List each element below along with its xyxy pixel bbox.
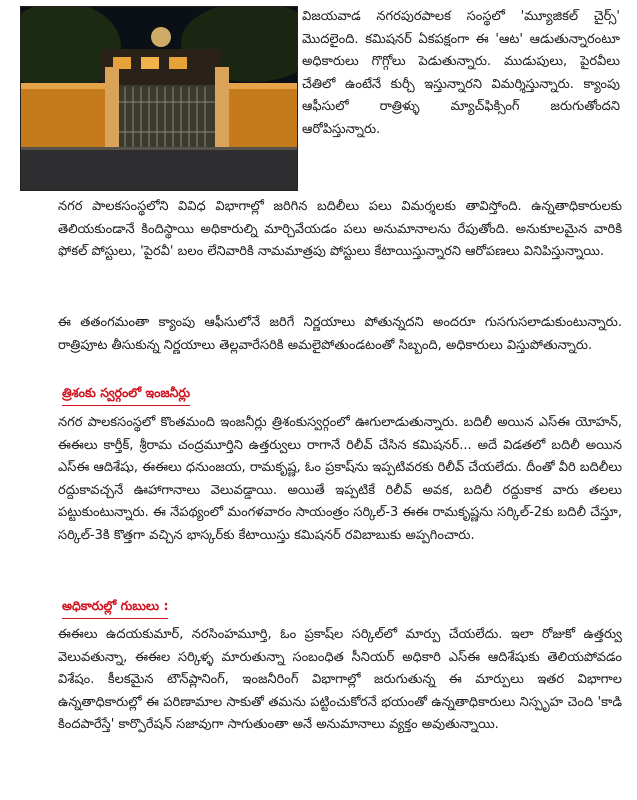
paragraph-2: నగర పాలకసంస్థలోని వివిధ విభాగాల్లో జరిగిన బదిలీలు పలు విమర్శలకు తావిస్తోంది. ఉన్నతాధికారులకు తెలియకుండానే కిందిస్థాయి అధికారుల్ని మార్చివేయడం పలు అనుమానాలను రేపుతోంది. అనుకూలమైన వారికి ఫోకల్ పోస్టులు, 'పైరవీ' బలం లేనివారికి నామమాత్రపు పోస్టులు కేటాయిస్తున్నారని ఆరోపణలు వినిపిస్తున్నాయి. xyxy=(58,199,622,260)
article-paragraph-4 xyxy=(58,412,622,548)
article-intro-paragraph xyxy=(302,6,620,142)
paragraph-3: ఈ తతంగమంతా క్యాంపు ఆఫీసులోనే జరిగే నిర్ణయాలు పోతున్నదని అందరూ గుసగుసలాడుకుంటున్నారు. రాత్రిపూట తీసుకున్న నిర్ణయాలు తెల్లవారేసరికి అమలైపోతుండటంతో సిబ్బంది, అధికారులు విస్తుపోతున్నారు. xyxy=(58,315,622,353)
article-paragraph-3 xyxy=(58,312,622,357)
night-building-gate-photo xyxy=(20,6,298,191)
subheading-officials-anxiety: అధికారుల్లో గుబులు : xyxy=(62,598,168,619)
paragraph-5: ఈఈలు ఉదయకుమార్, నరసింహమూర్తి, ఓం ప్రకాష్‌ల సర్కిల్‌లో మార్పు చేయలేదు. ఇలా రోజుకో ఉత్తర్వు వెలువతున్నా, ఈఈల సర్కిళ్ళ మారుతున్నా సంబంధిత సీనియర్ అధికారి ఎస్‌ఈ ఆదిశేషుకు తెలియపోవడం విశేషం. కీలకమైన టౌన్‌ప్లానింగ్, ఇంజనీరింగ్ విభాగాల్లో జరుగుతున్న ఈ మార్పులు ఇతర విభాగాల ఉన్నతాధికారుల్లో ఈ పరిణామాల సాకుతో తమను పట్టించుకోరనే భయంతో ఉన్నతాధికారులు నిస్పృహ చెంది 'కాడి కిందపారేస్తే' కార్పొరేషన్ సజావుగా సాగుతుంతా అనే అనుమానాలు వ్యక్తం అవుతున్నాయి. xyxy=(58,627,622,733)
article-paragraph-5 xyxy=(58,624,622,737)
subheading-engineers: త్రిశంకు స్వర్గంలో ఇంజనీర్లు xyxy=(62,385,190,406)
photo-illustration xyxy=(21,7,297,190)
paragraph-1: విజయవాడ నగరపురపాలక సంస్థలో 'మ్యూజికల్ చైర్స్' మొదలైంది. కమిషనర్ ఏకపక్షంగా ఈ 'ఆట' ఆడుతున్నారంటూ అధికారులు గొగ్గోలు పెడుతున్నారు. ముడుపులు, పైరవీలు చేతిలో ఉంటేనే కుర్చీ ఇస్తున్నారని విమర్శిస్తున్నారు. క్యాంపు ఆఫీసులో రాత్రిళ్ళు మ్యాచ్‌ఫిక్సింగ్ జరుగుతోందని ఆరోపిస్తున్నారు. xyxy=(302,9,620,137)
article-paragraph-2 xyxy=(58,196,622,264)
paragraph-4: నగర పాలకసంస్థలో కొంతమంది ఇంజనీర్లు త్రిశంకుస్వర్గంలో ఊగులాడుతున్నారు. బదిలీ అయిన ఎస్‌ఈ యోహన్, ఈఈలు కార్తీక్, శ్రీరామ చంద్రమూర్తిని ఉత్తర్వులు రాగానే రిలీవ్ చేసిన కమిషనర్... అదే విడతలో బదిలీ అయిన ఎస్‌ఈ ఆదిశేషు, ఈఈలు ధనుంజయ, రామకృష్ణ, ఓం ప్రకాష్‌ను ఇప్పటివరకు రిలీవ్ చేయలేదు. దీంతో వీరి బదిలీలు రద్దుకావచ్చనే ఊహాగానాలు వెలువడ్డాయి. అయితే ఇప్పటికే రిలీవ్ అవక, బదిలీ రద్దుకాక వారు తలలు పట్టుకుంటున్నారు. ఈ నేపథ్యంలో మంగళవారం సాయంత్రం సర్కిల్-3 ఈఈ రామకృష్ణను సర్కిల్-2కు బదిలీ చేస్తూ, సర్కిల్-3కి కొత్తగా వచ్చిన భాస్కర్‌కు కేటాయిస్తు కమిషనర్ రవిబాబుకు అప్పగించారు. xyxy=(58,415,622,543)
